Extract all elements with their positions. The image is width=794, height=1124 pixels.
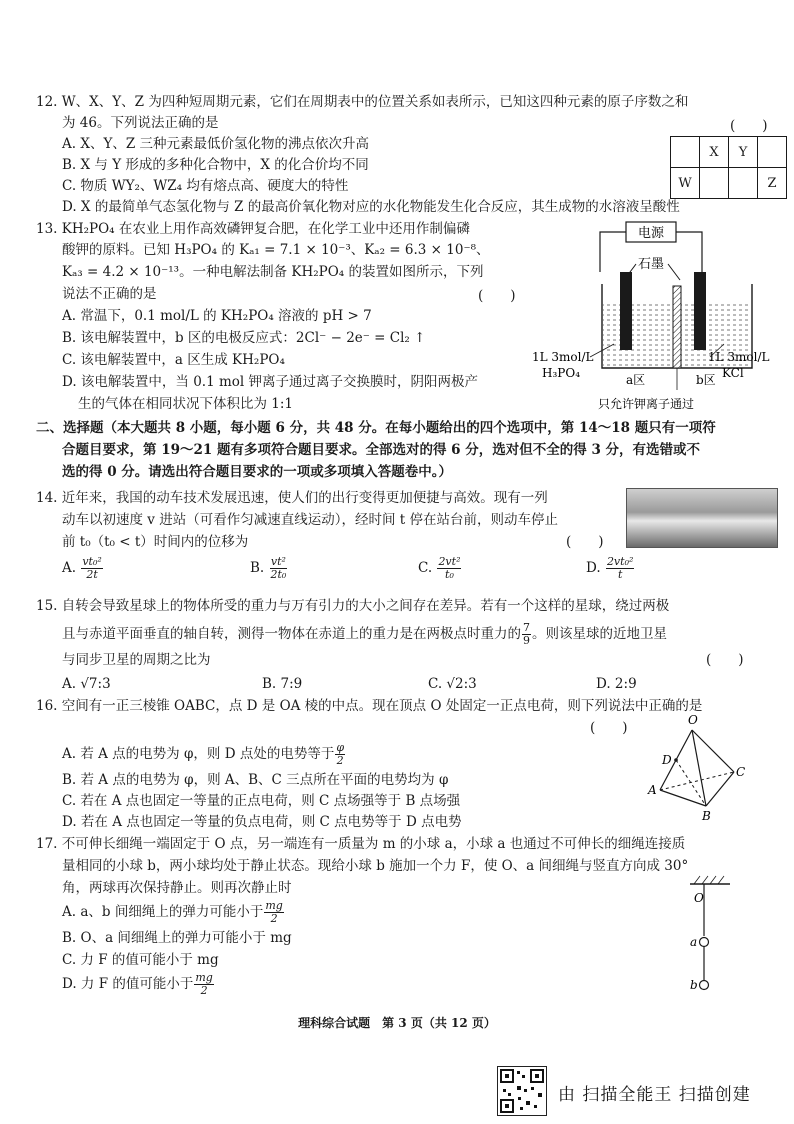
pt-cell-y: Y bbox=[729, 137, 758, 168]
numerator: 7 bbox=[523, 621, 530, 634]
q13-option-b: B. 该电解装置中，b 区的电极反应式：2Cl⁻ − 2e⁻ = Cl₂ ↑ bbox=[62, 330, 426, 346]
pt-cell-empty bbox=[700, 168, 729, 199]
q14-stem-line2: 动车以初速度 v 进站（可看作匀减速直线运动），经时间 t 停在站台前，则动车停止 bbox=[62, 512, 558, 528]
pt-cell-z: Z bbox=[758, 168, 787, 199]
q13-stem-line4: 说法不正确的是 bbox=[62, 286, 157, 302]
q14-answer-paren: ( ) bbox=[566, 534, 604, 550]
q15-stem-text-end: 。则该星球的近地卫星 bbox=[532, 626, 667, 642]
option-label: D. bbox=[586, 560, 601, 576]
q17-option-d bbox=[62, 972, 215, 997]
zone-b-label: b区 bbox=[696, 373, 716, 387]
q12-answer-paren: ( ) bbox=[730, 118, 768, 134]
q13-answer-paren: ( ) bbox=[478, 288, 516, 304]
q14-option-a bbox=[62, 556, 104, 581]
numerator: 2vt² bbox=[438, 555, 461, 568]
section2-instructions-line1: 二、选择题（本大题共 8 小题，每小题 6 分，共 48 分。在每小题给出的四个选项中，第 14～18 题只有一项符 bbox=[36, 420, 716, 436]
vertex-c-label: C bbox=[736, 765, 746, 779]
pt-cell-empty bbox=[729, 168, 758, 199]
q15-option-c: C. √2:3 bbox=[428, 676, 477, 692]
scanner-watermark-text: 由 扫描全能王 扫描创建 bbox=[558, 1085, 751, 1105]
numerator: 2vt₀² bbox=[606, 555, 634, 568]
pt-cell-w: W bbox=[671, 168, 700, 199]
pt-cell-x: X bbox=[700, 137, 729, 168]
q15-stem-line3: 与同步卫星的周期之比为 bbox=[62, 652, 211, 668]
numerator: φ bbox=[336, 741, 345, 754]
tetrahedron-figure bbox=[630, 712, 750, 822]
option-text: A. a、b 间细绳上的弹力可能小于 bbox=[62, 904, 264, 920]
denominator: 2 bbox=[336, 754, 344, 767]
power-label: 电源 bbox=[637, 226, 665, 241]
option-text: D. 力 F 的值可能小于 bbox=[62, 976, 194, 992]
q12-option-d: D. X 的最简单气态氢化物与 Z 的最高价氧化物对应的水化物能发生化合反应，其生成物的水溶液呈酸性 bbox=[62, 199, 680, 215]
q17-option-c: C. 力 F 的值可能小于 mg bbox=[62, 952, 219, 968]
numerator: mg bbox=[195, 971, 213, 984]
electrolysis-apparatus-figure bbox=[528, 218, 778, 414]
option-text: A. 若 A 点的电势为 φ，则 D 点处的电势等于 bbox=[62, 746, 335, 762]
q13-option-a: A. 常温下，0.1 mol/L 的 KH₂PO₄ 溶液的 pH > 7 bbox=[62, 308, 372, 324]
q13-stem-line1: 13. KH₂PO₄ 在农业上用作高效磷钾复合肥，在化学工业中还用作制偏磷 bbox=[36, 221, 470, 237]
q13-option-d-line2: 生的气体在相同状况下体积比为 1:1 bbox=[78, 396, 294, 412]
zone-a-label: a区 bbox=[626, 373, 646, 387]
numerator: vt₀² bbox=[82, 555, 102, 568]
q12-option-b: B. X 与 Y 形成的多种化合物中，X 的化合价均不同 bbox=[62, 157, 369, 173]
q14-option-d bbox=[586, 556, 635, 581]
denominator: 2t₀ bbox=[270, 568, 287, 581]
q12-stem-line2: 为 46。下列说法正确的是 bbox=[62, 115, 219, 131]
point-o-label: O bbox=[694, 891, 704, 905]
q17-option-a bbox=[62, 900, 285, 925]
q16-option-c: C. 若在 A 点也固定一等量的正点电荷，则 C 点场强等于 B 点场强 bbox=[62, 793, 461, 809]
numerator: vt² bbox=[270, 555, 286, 568]
qr-code-icon bbox=[497, 1066, 547, 1116]
q13-stem-line3: Kₐ₃ = 4.2 × 10⁻¹³。一种电解法制备 KH₂PO₄ 的装置如图所示，下列 bbox=[62, 264, 484, 280]
q15-option-a: A. √7:3 bbox=[62, 676, 111, 692]
q15-option-d: D. 2:9 bbox=[596, 676, 637, 692]
vertex-b-label: B bbox=[702, 809, 711, 822]
q12-option-a: A. X、Y、Z 三种元素最低价氢化物的沸点依次升高 bbox=[62, 136, 370, 152]
option-label: C. bbox=[418, 560, 433, 576]
graphite-label: 石墨 bbox=[637, 257, 665, 272]
denominator: t bbox=[617, 568, 623, 581]
option-label: B. bbox=[250, 560, 265, 576]
q15-stem-text: 且与赤道平面垂直的轴自转，测得一物体在赤道上的重力是在两极点时重力的 bbox=[62, 626, 521, 642]
q14-option-b bbox=[250, 556, 288, 581]
membrane-label: 只允许钾离子通过 bbox=[598, 397, 695, 411]
q16-answer-paren: ( ) bbox=[590, 720, 628, 736]
q12-option-c: C. 物质 WY₂、WZ₄ 均有熔点高、硬度大的特性 bbox=[62, 178, 349, 194]
q17-stem-line3: 角，两球再次保持静止。则再次静止时 bbox=[62, 880, 292, 896]
denominator: 2t bbox=[86, 568, 98, 581]
option-label: A. bbox=[62, 560, 77, 576]
denominator: t₀ bbox=[445, 568, 454, 581]
denominator: 2 bbox=[270, 912, 278, 925]
q17-stem-line1: 17. 不可伸长细绳一端固定于 O 点，另一端连有一质量为 m 的小球 a，小球 a 也通过不可伸长的细绳连接质 bbox=[36, 836, 686, 852]
q16-option-a bbox=[62, 742, 346, 767]
left-solution-label-2: H₃PO₄ bbox=[542, 366, 580, 380]
vertex-a-label: A bbox=[648, 783, 657, 797]
q15-stem-line2 bbox=[62, 622, 667, 647]
q16-option-b: B. 若 A 点的电势为 φ，则 A、B、C 三点所在平面的电势均为 φ bbox=[62, 772, 449, 788]
q13-option-d-line1: D. 该电解装置中，当 0.1 mol 钾离子通过离子交换膜时，阴阳两极产 bbox=[62, 374, 479, 390]
denominator: 9 bbox=[523, 634, 530, 647]
left-solution-label-1: 1L 3mol/L bbox=[532, 350, 594, 364]
ball-a-label: a bbox=[690, 935, 698, 949]
q15-option-b: B. 7:9 bbox=[262, 676, 303, 692]
section2-instructions-line3: 选的得 0 分。请选出符合题目要求的一项或多项填入答题卷中。） bbox=[62, 464, 453, 480]
q12-stem-line1: 12. W、X、Y、Z 为四种短周期元素，它们在周期表中的位置关系如表所示，已知这四种元素的原子序数之和 bbox=[36, 94, 689, 110]
denominator: 2 bbox=[200, 984, 208, 997]
periodic-table-fragment bbox=[670, 136, 787, 199]
pt-cell-empty bbox=[758, 137, 787, 168]
q14-stem-line1: 14. 近年来，我国的动车技术发展迅速，使人们的出行变得更加便捷与高效。现有一列 bbox=[36, 490, 548, 506]
pt-cell-empty bbox=[671, 137, 700, 168]
q15-answer-paren: ( ) bbox=[706, 652, 744, 668]
ball-b-label: b bbox=[690, 978, 698, 992]
pendulum-balls-figure bbox=[680, 872, 740, 994]
q13-option-c: C. 该电解装置中，a 区生成 KH₂PO₄ bbox=[62, 352, 285, 368]
numerator: mg bbox=[265, 899, 283, 912]
bullet-train-photo bbox=[626, 488, 778, 548]
q17-stem-line2: 量相同的小球 b，两小球均处于静止状态。现给小球 b 施加一个力 F，使 O、a 间细绳与竖直方向成 30° bbox=[62, 858, 689, 874]
q13-stem-line2: 酸钾的原料。已知 H₃PO₄ 的 Kₐ₁ = 7.1 × 10⁻³、Kₐ₂ = 6.3 × 10⁻⁸、 bbox=[62, 242, 490, 258]
q15-stem-line1: 15. 自转会导致星球上的物体所受的重力与万有引力的大小之间存在差异。若有一个这样的星球，绕过两极 bbox=[36, 598, 670, 614]
q14-stem-line3: 前 t₀（t₀ < t）时间内的位移为 bbox=[62, 534, 249, 550]
q16-option-d: D. 若在 A 点也固定一等量的负点电荷，则 C 点电势等于 D 点电势 bbox=[62, 814, 462, 830]
vertex-o-label: O bbox=[688, 713, 698, 727]
q17-option-b: B. O、a 间细绳上的弹力可能小于 mg bbox=[62, 930, 292, 946]
point-d-label: D bbox=[662, 753, 672, 767]
q16-stem-line1: 16. 空间有一正三棱锥 OABC，点 D 是 OA 棱的中点。现在顶点 O 处固定一正点电荷，则下列说法中正确的是 bbox=[36, 698, 703, 714]
section2-instructions-line2: 合题目要求，第 19～21 题有多项符合题目要求。全部选对的得 6 分，选对但不全的得 3 分，有选错或不 bbox=[62, 442, 701, 458]
right-solution-label-2: KCl bbox=[722, 366, 744, 380]
q14-option-c bbox=[418, 556, 462, 581]
page-footer: 理科综合试题 第 3 页（共 12 页） bbox=[298, 1016, 496, 1030]
right-solution-label-1: 1L 3mol/L bbox=[708, 350, 770, 364]
